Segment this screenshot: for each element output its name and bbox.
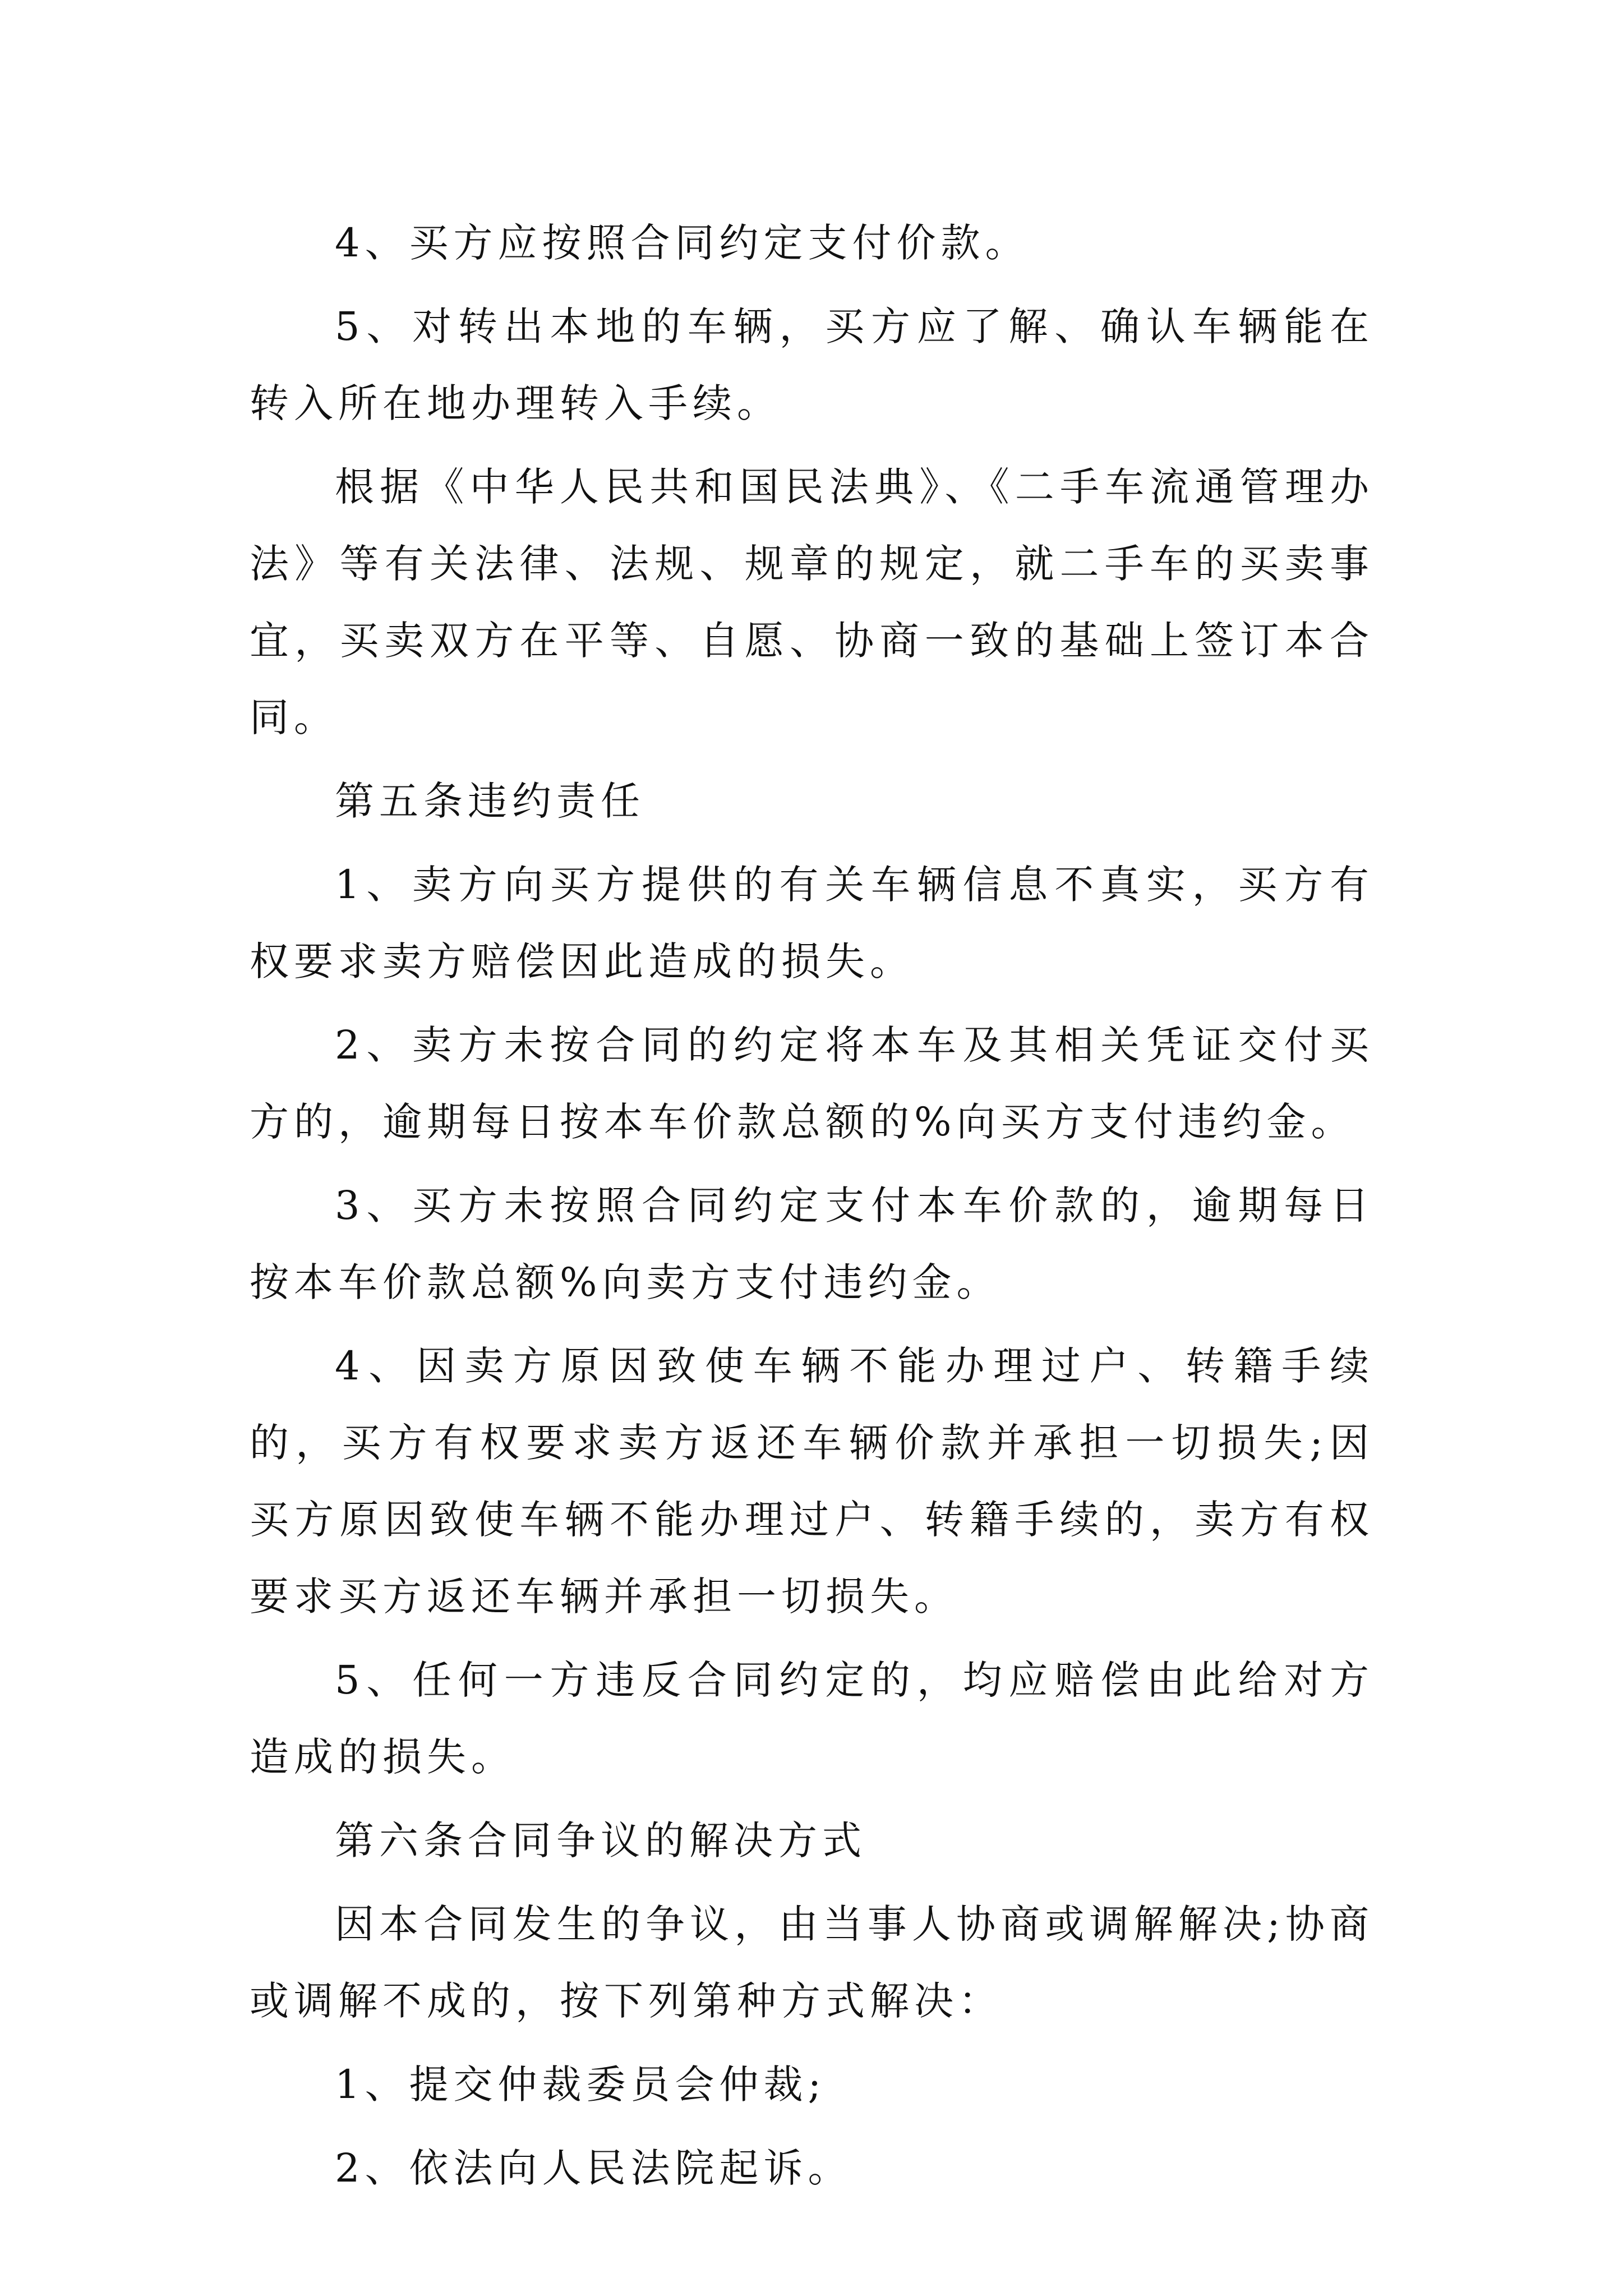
section-heading-dispute-resolution: 第六条合同争议的解决方式 — [335, 1818, 866, 1864]
breach-clause-1: 1、卖方向买方提供的有关车辆信息不真实，买方有权要求卖方赔偿因此造成的损失。 — [250, 862, 1374, 984]
document-body — [250, 205, 1374, 2207]
clause-buyer-payment: 4、买方应按照合同约定支付价款。 — [335, 220, 1030, 266]
dispute-resolution-paragraph: 因本合同发生的争议，由当事人协商或调解解决;协商或调解不成的，按下列第种方式解决： — [250, 1901, 1374, 2024]
breach-clause-5: 5、任何一方违反合同约定的，均应赔偿由此给对方造成的损失。 — [250, 1657, 1374, 1780]
dispute-option-1: 1、提交仲裁委员会仲裁; — [335, 2062, 827, 2108]
dispute-option-2: 2、依法向人民法院起诉。 — [335, 2145, 852, 2191]
breach-clause-2: 2、卖方未按合同的约定将本车及其相关凭证交付买方的，逾期每日按本车价款总额的%向买方支付违约金。 — [250, 1022, 1374, 1145]
legal-basis-paragraph: 根据《中华人民共和国民法典》、《二手车流通管理办法》等有关法律、法规、规章的规定，就二手车的买卖事宜，买卖双方在平等、自愿、协商一致的基础上签订本合同。 — [250, 464, 1374, 740]
clause-buyer-transfer-check: 5、对转出本地的车辆，买方应了解、确认车辆能在转入所在地办理转入手续。 — [250, 303, 1374, 426]
breach-clause-4: 4、因卖方原因致使车辆不能办理过户、转籍手续的，买方有权要求卖方返还车辆价款并承担一切损失;因买方原因致使车辆不能办理过户、转籍手续的，卖方有权要求买方返还车辆并承担一切损失。 — [250, 1343, 1374, 1619]
breach-clause-3: 3、买方未按照合同约定支付本车价款的，逾期每日按本车价款总额%向卖方支付违约金。 — [250, 1182, 1374, 1305]
section-heading-breach-liability: 第五条违约责任 — [335, 778, 645, 824]
